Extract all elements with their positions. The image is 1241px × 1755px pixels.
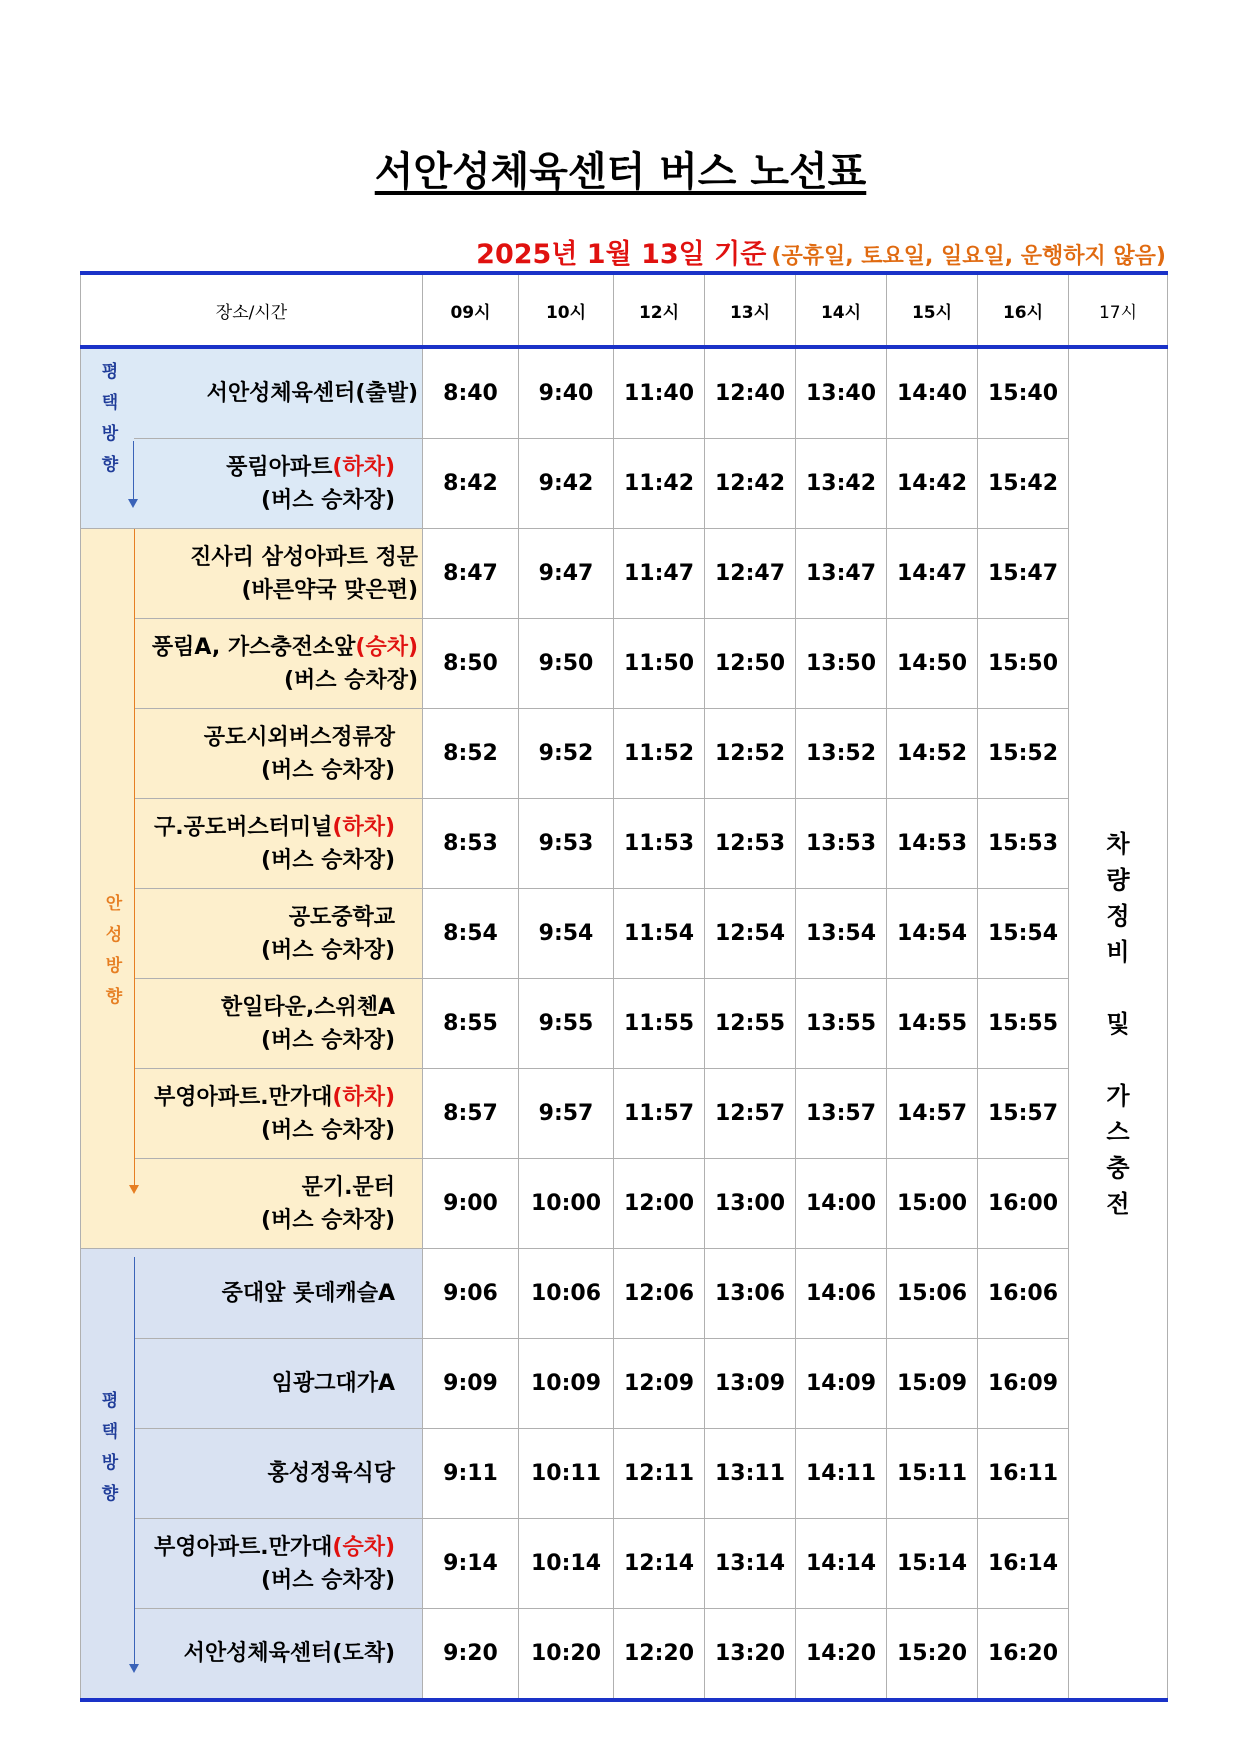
- boarding-tag: (하차): [332, 1084, 396, 1110]
- departure-time: 12:53: [705, 799, 796, 889]
- departure-time: 13:54: [796, 889, 887, 979]
- hour-header: 10시: [519, 273, 614, 347]
- departure-time: 13:55: [796, 979, 887, 1069]
- departure-time: 9:20: [423, 1609, 519, 1701]
- departure-time: 16:00: [978, 1159, 1069, 1249]
- departure-time: 8:57: [423, 1069, 519, 1159]
- stop-subtitle: (버스 승차장): [260, 1117, 396, 1143]
- departure-time: 11:54: [614, 889, 705, 979]
- boarding-tag: (하차): [332, 454, 396, 480]
- departure-time: 14:55: [887, 979, 978, 1069]
- departure-time: 9:52: [519, 709, 614, 799]
- bus-schedule-table: [80, 271, 1168, 1702]
- stop-name: 문기.문터: [301, 1174, 396, 1200]
- departure-time: 14:00: [796, 1159, 887, 1249]
- stop-name: 중대앞 롯데캐슬A: [221, 1281, 396, 1306]
- direction-arrow-line: [133, 441, 134, 499]
- departure-time: 9:53: [519, 799, 614, 889]
- table-row: [81, 799, 1168, 889]
- table-row: [81, 889, 1168, 979]
- stop-name: 홍성정육식당: [267, 1461, 396, 1486]
- departure-time: 8:52: [423, 709, 519, 799]
- departure-time: 11:53: [614, 799, 705, 889]
- departure-time: 13:53: [796, 799, 887, 889]
- stop-name: 풍림A, 가스충전소앞(승차): [151, 634, 419, 660]
- maintenance-char: 및: [1106, 1009, 1130, 1038]
- departure-time: 14:50: [887, 619, 978, 709]
- table-row: [81, 347, 1168, 439]
- stop-subtitle: (버스 승차장): [260, 1207, 396, 1233]
- hour-header: 13시: [705, 273, 796, 347]
- departure-time: 15:50: [978, 619, 1069, 709]
- direction-cell: [81, 529, 134, 1249]
- departure-time: 8:42: [423, 439, 519, 529]
- departure-time: 11:52: [614, 709, 705, 799]
- maintenance-char: 비: [1106, 937, 1130, 966]
- departure-time: 12:52: [705, 709, 796, 799]
- stop-name: 임광그대가A: [271, 1371, 396, 1396]
- operation-note: (공휴일, 토요일, 일요일, 운행하지 않음): [771, 244, 1166, 269]
- stop-subtitle: (버스 승차장): [260, 1027, 396, 1053]
- departure-time: 9:57: [519, 1069, 614, 1159]
- departure-time: 12:55: [705, 979, 796, 1069]
- departure-time: 13:42: [796, 439, 887, 529]
- departure-time: 14:53: [887, 799, 978, 889]
- stop-name: 서안성체육센터(도착): [183, 1641, 396, 1666]
- departure-time: 13:20: [705, 1609, 796, 1701]
- departure-time: 8:50: [423, 619, 519, 709]
- stop-name-cell: [134, 1429, 423, 1519]
- departure-time: 12:00: [614, 1159, 705, 1249]
- departure-time: 15:57: [978, 1069, 1069, 1159]
- table-row: [81, 1519, 1168, 1609]
- departure-time: 12:57: [705, 1069, 796, 1159]
- departure-time: 12:40: [705, 347, 796, 439]
- stop-name-cell: [134, 1519, 423, 1609]
- table-row: [81, 439, 1168, 529]
- maintenance-char: 가: [1106, 1081, 1130, 1110]
- departure-time: 8:40: [423, 347, 519, 439]
- departure-time: 13:52: [796, 709, 887, 799]
- table-row: [81, 1069, 1168, 1159]
- departure-time: 9:11: [423, 1429, 519, 1519]
- stop-subtitle: (버스 승차장): [260, 487, 396, 513]
- stop-name: 서안성체육센터(출발): [206, 381, 419, 406]
- departure-time: 13:11: [705, 1429, 796, 1519]
- departure-time: 15:14: [887, 1519, 978, 1609]
- subtitle: [476, 232, 1166, 271]
- departure-time: 13:50: [796, 619, 887, 709]
- hour-header: 16시: [978, 273, 1069, 347]
- departure-time: 12:11: [614, 1429, 705, 1519]
- direction-cell: [81, 347, 134, 529]
- departure-time: 14:54: [887, 889, 978, 979]
- stop-subtitle: (버스 승차장): [260, 1567, 396, 1593]
- table-row: [81, 1339, 1168, 1429]
- table-row: [81, 709, 1168, 799]
- table-row: [81, 1159, 1168, 1249]
- departure-time: 13:47: [796, 529, 887, 619]
- departure-time: 13:40: [796, 347, 887, 439]
- departure-time: 9:47: [519, 529, 614, 619]
- stop-name-cell: [134, 619, 423, 709]
- departure-time: 14:11: [796, 1429, 887, 1519]
- boarding-tag: (승차): [332, 1534, 396, 1560]
- departure-time: 10:20: [519, 1609, 614, 1701]
- stop-name-cell: [134, 1069, 423, 1159]
- stop-name: 한일타운,스위첸A: [220, 994, 396, 1020]
- departure-time: 10:14: [519, 1519, 614, 1609]
- departure-time: 9:40: [519, 347, 614, 439]
- location-time-header: 장소/시간: [81, 273, 423, 347]
- departure-time: 9:14: [423, 1519, 519, 1609]
- stop-name-cell: [134, 1249, 423, 1339]
- maintenance-char: [1069, 970, 1167, 1006]
- stop-subtitle: (버스 승차장): [283, 667, 419, 693]
- stop-subtitle: (버스 승차장): [260, 847, 396, 873]
- hour-header: 17시: [1069, 273, 1168, 347]
- arrow-down-icon: [128, 499, 138, 508]
- departure-time: 15:09: [887, 1339, 978, 1429]
- departure-time: 13:00: [705, 1159, 796, 1249]
- departure-time: 9:54: [519, 889, 614, 979]
- departure-time: 14:09: [796, 1339, 887, 1429]
- maintenance-char: 전: [1106, 1189, 1130, 1218]
- departure-time: 15:47: [978, 529, 1069, 619]
- departure-time: 14:20: [796, 1609, 887, 1701]
- maintenance-char: 차: [1106, 829, 1130, 858]
- stop-name-cell: [134, 979, 423, 1069]
- maintenance-char: 충: [1106, 1153, 1130, 1182]
- stop-name: 공도시외버스정류장: [203, 724, 396, 750]
- departure-time: 14:06: [796, 1249, 887, 1339]
- departure-time: 11:50: [614, 619, 705, 709]
- maintenance-char: 스: [1106, 1117, 1130, 1146]
- departure-time: 14:57: [887, 1069, 978, 1159]
- table-row: [81, 979, 1168, 1069]
- departure-time: 15:00: [887, 1159, 978, 1249]
- stop-name-cell: [134, 347, 423, 439]
- departure-time: 15:11: [887, 1429, 978, 1519]
- departure-time: 12:50: [705, 619, 796, 709]
- stop-name: 진사리 삼성아파트 정문: [190, 544, 419, 570]
- departure-time: 11:55: [614, 979, 705, 1069]
- table-row: [81, 1249, 1168, 1339]
- departure-time: 15:40: [978, 347, 1069, 439]
- direction-cell: [81, 1249, 134, 1701]
- arrow-down-icon: [129, 1185, 139, 1194]
- hour-header: 14시: [796, 273, 887, 347]
- direction-arrow-line: [134, 529, 135, 1185]
- stop-name-cell: [134, 529, 423, 619]
- departure-time: 14:42: [887, 439, 978, 529]
- departure-time: 16:11: [978, 1429, 1069, 1519]
- departure-time: 15:53: [978, 799, 1069, 889]
- stop-name: 공도중학교: [288, 904, 396, 930]
- departure-time: 16:06: [978, 1249, 1069, 1339]
- departure-time: 12:42: [705, 439, 796, 529]
- departure-time: 11:57: [614, 1069, 705, 1159]
- table-row: [81, 1609, 1168, 1701]
- departure-time: 9:50: [519, 619, 614, 709]
- departure-time: 12:47: [705, 529, 796, 619]
- departure-time: 13:14: [705, 1519, 796, 1609]
- departure-time: 9:55: [519, 979, 614, 1069]
- stop-name: 부영아파트.만가대(승차): [154, 1534, 396, 1560]
- departure-time: 16:09: [978, 1339, 1069, 1429]
- stop-name-cell: [134, 799, 423, 889]
- stop-name-cell: [134, 439, 423, 529]
- stop-name: 풍림아파트(하차): [226, 454, 396, 480]
- stop-name: 구.공도버스터미널(하차): [154, 814, 396, 840]
- departure-time: 14:40: [887, 347, 978, 439]
- departure-time: 10:06: [519, 1249, 614, 1339]
- departure-time: 14:14: [796, 1519, 887, 1609]
- departure-time: 11:42: [614, 439, 705, 529]
- departure-time: 13:06: [705, 1249, 796, 1339]
- departure-time: 12:06: [614, 1249, 705, 1339]
- table-row: [81, 619, 1168, 709]
- maintenance-note-cell: [1069, 347, 1168, 1700]
- maintenance-char: 량: [1106, 865, 1130, 894]
- departure-time: 9:42: [519, 439, 614, 529]
- direction-arrow-line: [134, 1257, 135, 1664]
- departure-time: 15:06: [887, 1249, 978, 1339]
- departure-time: 8:54: [423, 889, 519, 979]
- departure-time: 15:52: [978, 709, 1069, 799]
- departure-time: 15:54: [978, 889, 1069, 979]
- departure-time: 9:00: [423, 1159, 519, 1249]
- departure-time: 10:09: [519, 1339, 614, 1429]
- stop-subtitle: (버스 승차장): [260, 937, 396, 963]
- direction-label: 평 택 방 향: [101, 362, 119, 475]
- stop-subtitle: (버스 승차장): [260, 757, 396, 783]
- departure-time: 11:47: [614, 529, 705, 619]
- departure-time: 15:55: [978, 979, 1069, 1069]
- stop-name-cell: [134, 1609, 423, 1701]
- hour-header: 15시: [887, 273, 978, 347]
- departure-time: 14:47: [887, 529, 978, 619]
- hour-header: 09시: [423, 273, 519, 347]
- stop-subtitle: (바른약국 맞은편): [241, 577, 419, 603]
- departure-time: 9:09: [423, 1339, 519, 1429]
- departure-time: 16:14: [978, 1519, 1069, 1609]
- departure-time: 10:11: [519, 1429, 614, 1519]
- departure-time: 12:20: [614, 1609, 705, 1701]
- boarding-tag: (하차): [332, 814, 396, 840]
- departure-time: 10:00: [519, 1159, 614, 1249]
- maintenance-char: 정: [1106, 901, 1130, 930]
- table-row: [81, 529, 1168, 619]
- departure-time: 15:42: [978, 439, 1069, 529]
- hour-header: 12시: [614, 273, 705, 347]
- departure-time: 8:55: [423, 979, 519, 1069]
- departure-time: 13:09: [705, 1339, 796, 1429]
- arrow-down-icon: [129, 1664, 139, 1673]
- header-row: [81, 273, 1168, 347]
- table-row: [81, 1429, 1168, 1519]
- departure-time: 14:52: [887, 709, 978, 799]
- direction-label: 안 성 방 향: [105, 894, 123, 1007]
- departure-time: 13:57: [796, 1069, 887, 1159]
- direction-label: 평 택 방 향: [101, 1391, 119, 1504]
- page-title: 서안성체육센터 버스 노선표: [374, 149, 867, 195]
- departure-time: 12:14: [614, 1519, 705, 1609]
- departure-time: 15:20: [887, 1609, 978, 1701]
- departure-time: 9:06: [423, 1249, 519, 1339]
- stop-name: 부영아파트.만가대(하차): [154, 1084, 396, 1110]
- effective-date: 2025년 1월 13일 기준: [476, 239, 767, 270]
- departure-time: 8:53: [423, 799, 519, 889]
- stop-name-cell: [134, 709, 423, 799]
- departure-time: 11:40: [614, 347, 705, 439]
- stop-name-cell: [134, 889, 423, 979]
- boarding-tag: (승차): [355, 634, 419, 660]
- departure-time: 8:47: [423, 529, 519, 619]
- departure-time: 12:54: [705, 889, 796, 979]
- maintenance-char: [1069, 1042, 1167, 1078]
- departure-time: 16:20: [978, 1609, 1069, 1701]
- stop-name-cell: [134, 1159, 423, 1249]
- departure-time: 12:09: [614, 1339, 705, 1429]
- stop-name-cell: [134, 1339, 423, 1429]
